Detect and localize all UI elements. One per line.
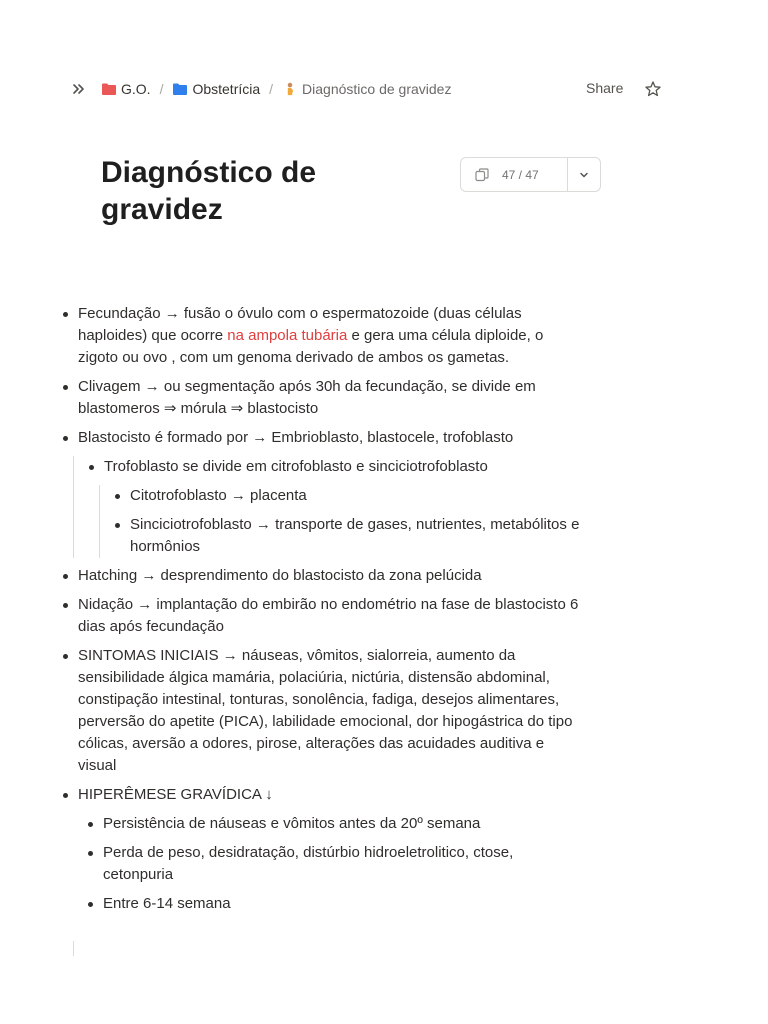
bullet-list	[60, 303, 580, 915]
breadcrumb-item-obstetricia[interactable]	[172, 81, 260, 97]
list-item[interactable]	[86, 456, 580, 558]
list-item-text: Blastocisto é formado por → Embrioblasto, blastocele, trofoblasto	[78, 429, 514, 446]
list-item-text: Nidação → implantação do embirão no endométrio na fase de blastocisto 6 dias após fecundação	[78, 596, 579, 635]
breadcrumb-separator: /	[159, 81, 164, 97]
highlighted-text: na ampola tubária	[227, 327, 348, 344]
list-item[interactable]	[60, 565, 580, 587]
synced-block-copy-button[interactable]	[461, 158, 567, 191]
list-item-text: Citotrofoblasto → placenta	[130, 487, 307, 504]
synced-block-control	[460, 157, 601, 192]
breadcrumb-label: Obstetrícia	[192, 81, 261, 97]
list-item-text: Hatching → desprendimento do blastocisto da zona pelúcida	[78, 567, 482, 584]
list-item-text: Fecundação → fusão o óvulo com o espermatozoide (duas células haploides) que ocorre	[78, 305, 522, 344]
pregnant-woman-icon	[282, 82, 298, 96]
indent-guide-line	[73, 941, 74, 956]
breadcrumb-label: Diagnóstico de gravidez	[302, 81, 452, 97]
list-item[interactable]	[60, 427, 580, 558]
synced-block-dropdown[interactable]	[568, 158, 600, 191]
list-item-text: Perda de peso, desidratação, distúrbio hidroeletrolitico, ctose, cetonpuria	[103, 844, 514, 883]
list-item-text: SINTOMAS INICIAIS → náuseas, vômitos, sialorreia, aumento da sensibilidade álgica mamária, polaciúria, nictúria, distensão abdominal, constipação intestinal, tonturas, sonolência, fadiga, desejos alimentares, perversão do apetite (PICA), labilidade emocional, dor hipogástrica do tipo cólicas, aversão a odores, pirose, alterações das acuidades auditiva e visual	[78, 647, 573, 774]
double-chevron-right-icon[interactable]	[70, 80, 88, 98]
breadcrumb-item-current-page[interactable]	[282, 81, 451, 97]
breadcrumb	[101, 76, 451, 102]
list-item[interactable]	[112, 514, 580, 558]
share-button[interactable]: Share	[586, 80, 624, 96]
list-item[interactable]	[60, 594, 580, 638]
list-item[interactable]	[85, 842, 580, 886]
list-item-text: Persistência de náuseas e vômitos antes da 20º semana	[103, 815, 481, 832]
red-folder-icon	[101, 82, 117, 96]
list-item[interactable]	[60, 303, 580, 369]
list-item-text: e gera uma célula diploide, o zigoto ou ovo , com um genoma derivado de ambos os gametas.	[78, 327, 544, 366]
top-bar	[0, 76, 768, 102]
list-item[interactable]	[112, 485, 580, 507]
list-item[interactable]	[60, 645, 580, 777]
page-title: Diagnóstico de gravidez	[101, 156, 317, 226]
copy-icon	[474, 167, 490, 183]
breadcrumb-label: G.O.	[121, 81, 151, 97]
list-item-text: Clivagem → ou segmentação após 30h da fecundação, se divide em blastomeros ⇒ mórula ⇒ blastocisto	[78, 378, 536, 417]
nested-list	[73, 456, 580, 558]
synced-block-count: 47 / 47	[502, 167, 539, 182]
list-item[interactable]	[60, 376, 580, 420]
list-item-text: Sinciciotrofoblasto → transporte de gases, nutrientes, metabólitos e hormônios	[130, 516, 580, 555]
nested-list	[73, 813, 580, 915]
list-item[interactable]	[60, 784, 580, 915]
nested-list	[99, 485, 580, 558]
list-item-text: HIPERÊMESE GRAVÍDICA ↓	[78, 786, 273, 803]
list-item-text: Entre 6-14 semana	[103, 895, 231, 912]
breadcrumb-separator: /	[269, 81, 274, 97]
chevron-down-icon	[578, 169, 590, 181]
star-favorite-icon[interactable]	[644, 80, 662, 98]
list-item[interactable]	[85, 813, 580, 835]
blue-folder-icon	[172, 82, 188, 96]
list-item[interactable]	[85, 893, 580, 915]
breadcrumb-item-go[interactable]	[101, 81, 151, 97]
page-content	[60, 303, 580, 922]
list-item-text: Trofoblasto se divide em citrofoblasto e sinciciotrofoblasto	[104, 458, 488, 475]
